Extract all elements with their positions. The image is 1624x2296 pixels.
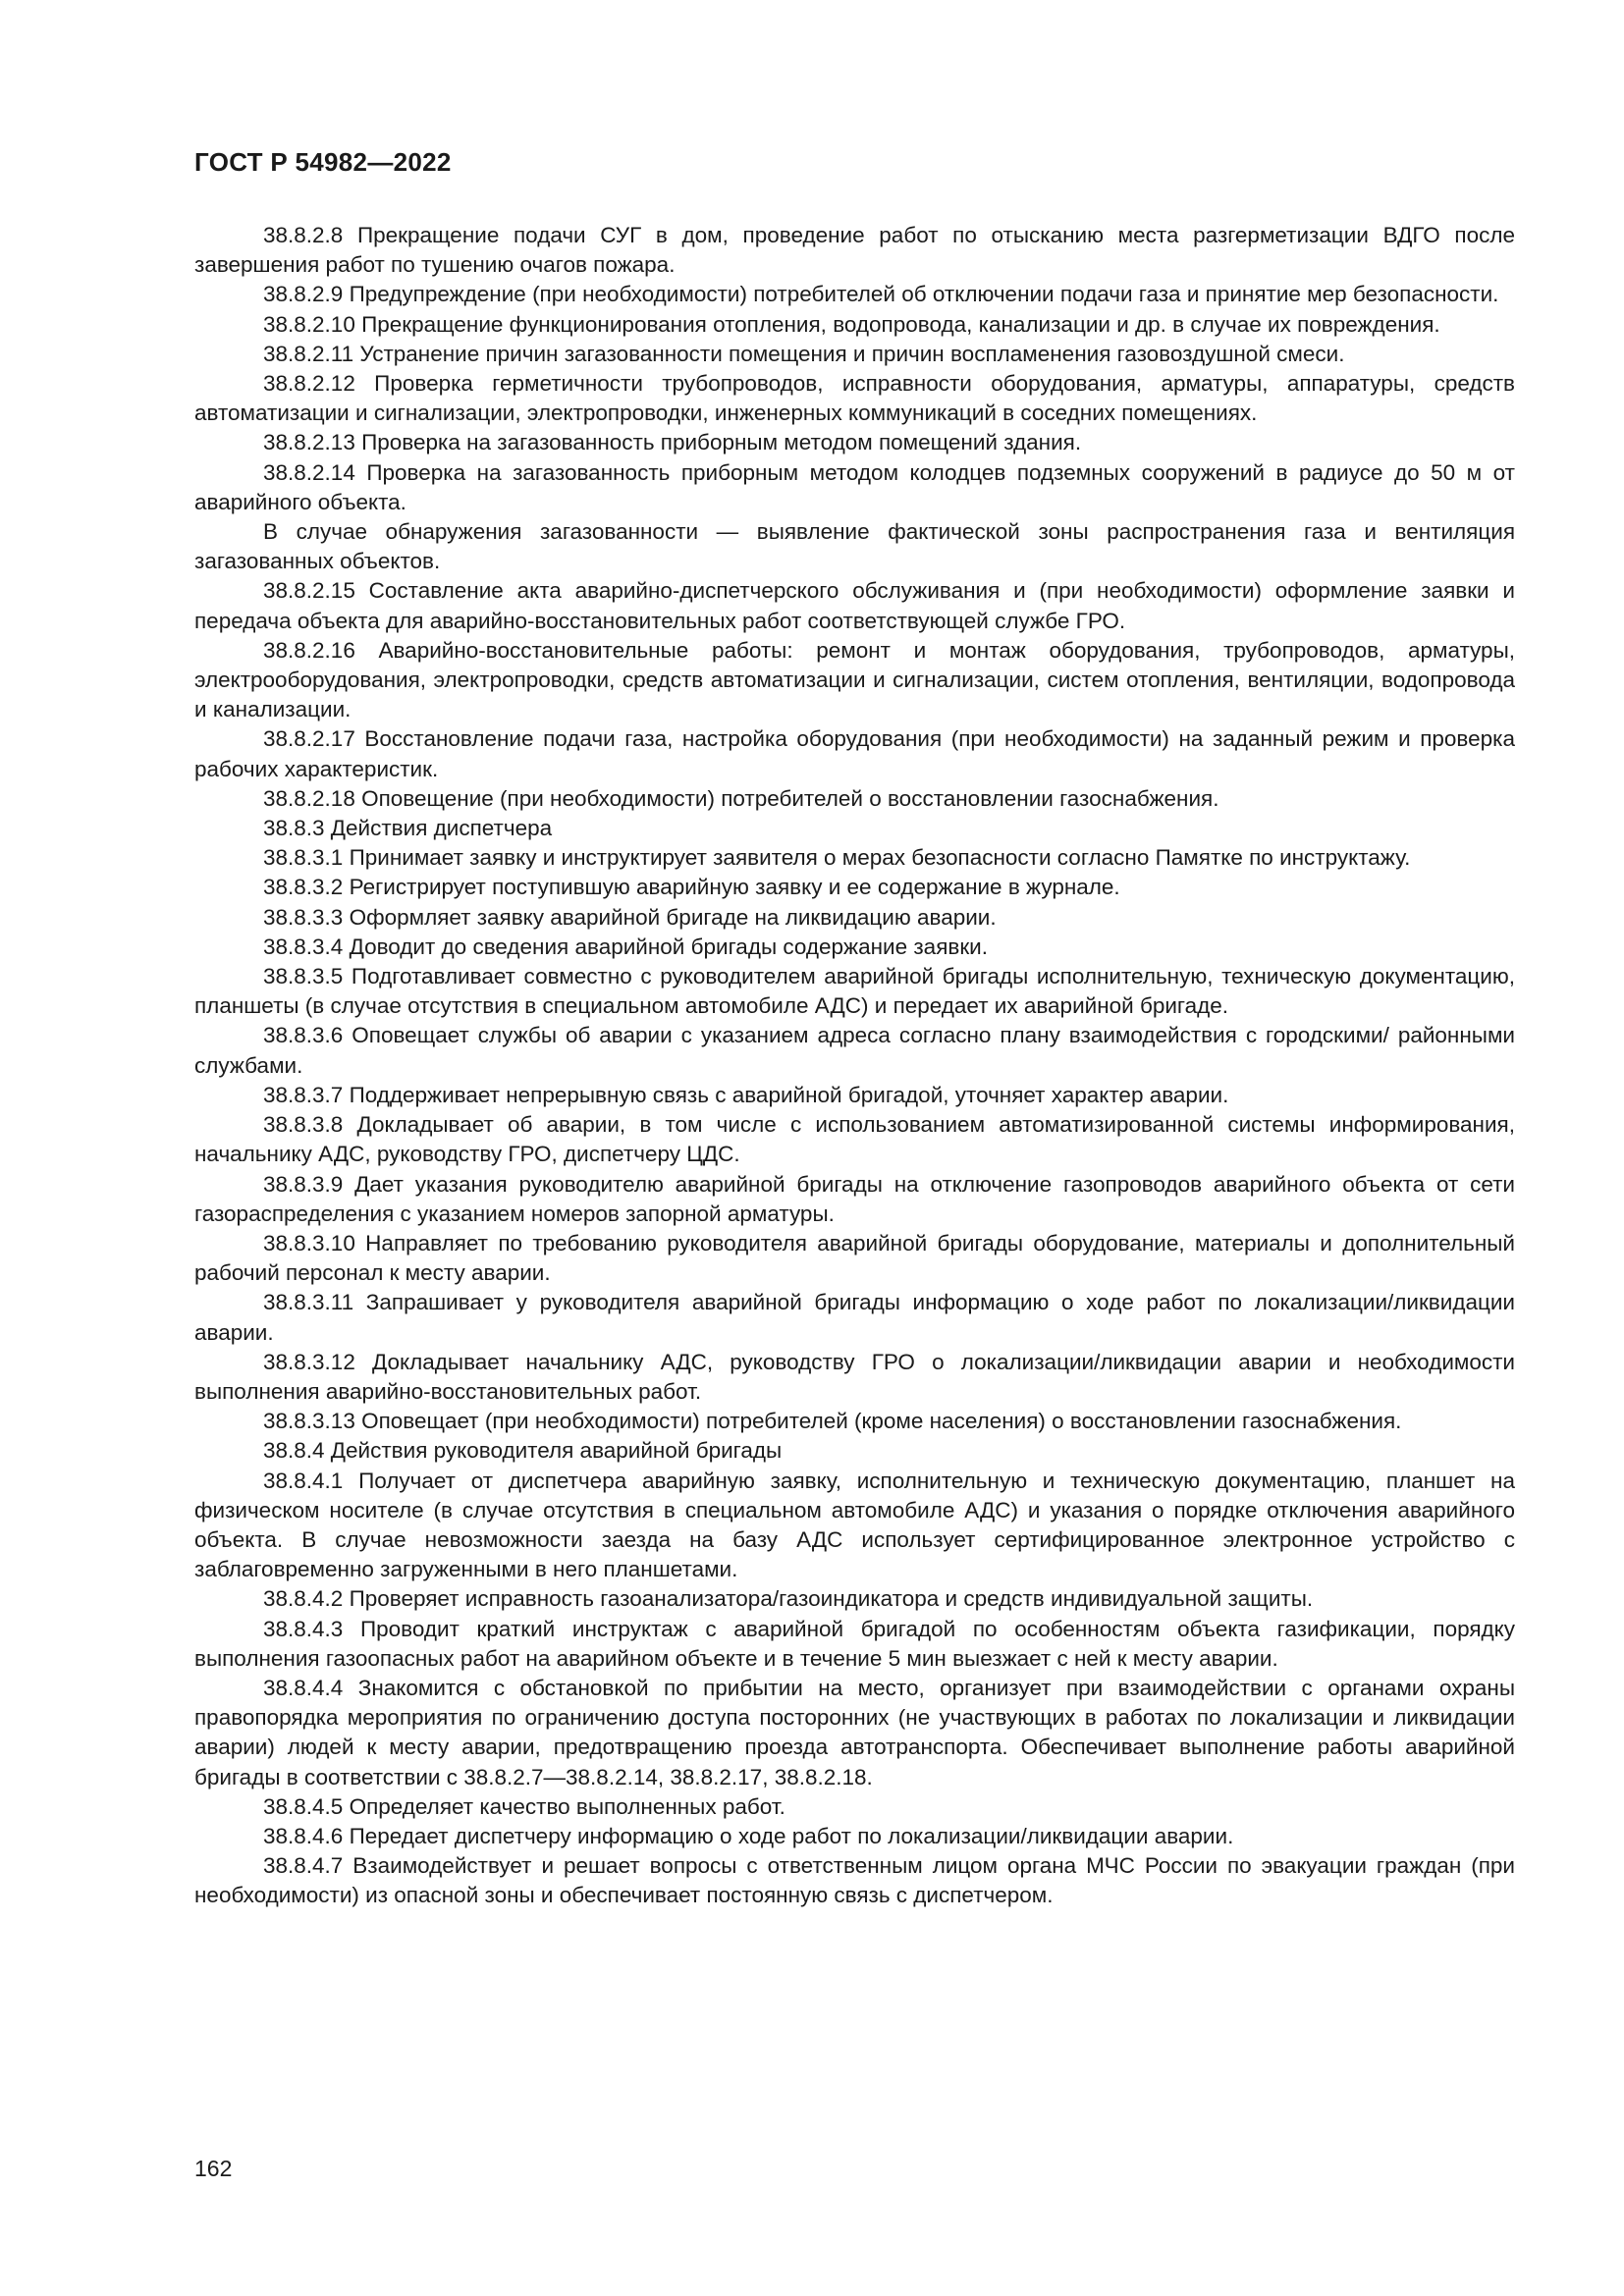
paragraph: 38.8.3.1 Принимает заявку и инструктирует заявителя о мерах безопасности согласно Памятке по инструктажу. — [263, 845, 1411, 871]
document-body — [194, 221, 1515, 1911]
paragraph: 38.8.2.18 Оповещение (при необходимости) потребителей о восстановлении газоснабжения. — [263, 785, 1219, 811]
paragraph: 38.8.2.8 Прекращение подачи СУГ в дом, проведение работ по отысканию места разгерметизации ВДГО после завершения работ по тушению очагов пожара. — [194, 223, 1515, 278]
paragraph: 38.8.2.16 Аварийно-восстановительные работы: ремонт и монтаж оборудования, трубопроводов, арматуры, электрооборудования, электропроводки, средств автоматизации и сигнализации, систем отопления, вентиляции, водопровода и канализации. — [194, 637, 1515, 722]
paragraph: 38.8.4.1 Получает от диспетчера аварийную заявку, исполнительную и техническую документацию, планшет на физическом носителе (в случае отсутствия в специальном автомобиле АДС) и указания о порядке отключения аварийного объекта. В случае невозможности заезда на базу АДС использует сертифицированное электронное устройство с заблаговременно загруженными в него планшетами. — [194, 1468, 1515, 1582]
paragraph: 38.8.2.17 Восстановление подачи газа, настройка оборудования (при необходимости) на заданный режим и проверка рабочих характеристик. — [194, 726, 1515, 781]
paragraph: 38.8.2.11 Устранение причин загазованности помещения и причин воспламенения газовоздушной смеси. — [263, 341, 1345, 366]
paragraph: 38.8.3.9 Дает указания руководителю аварийной бригады на отключение газопроводов аварийного объекта от сети газораспределения с указанием номеров запорной арматуры. — [194, 1171, 1515, 1226]
section-heading: 38.8.3 Действия диспетчера — [263, 816, 553, 841]
paragraph: В случае обнаружения загазованности — выявление фактической зоны распространения газа и вентиляция загазованных объектов. — [194, 519, 1515, 574]
paragraph: 38.8.4.7 Взаимодействует и решает вопросы с ответственным лицом органа МЧС России по эвакуации граждан (при необходимости) из опасной зоны и обеспечивает постоянную связь с диспетчером. — [194, 1853, 1515, 1908]
paragraph: 38.8.4.3 Проводит краткий инструктаж с аварийной бригадой по особенностям объекта газификации, порядку выполнения газоопасных работ на аварийном объекте и в течение 5 мин выезжает с ней к месту аварии. — [194, 1616, 1515, 1671]
paragraph: 38.8.4.6 Передает диспетчеру информацию о ходе работ по локализации/ликвидации аварии. — [263, 1823, 1234, 1848]
paragraph: 38.8.2.13 Проверка на загазованность приборным методом помещений здания. — [263, 430, 1082, 455]
paragraph: 38.8.2.12 Проверка герметичности трубопроводов, исправности оборудования, арматуры, аппаратуры, средств автоматизации и сигнализации, электропроводки, инженерных коммуникаций в соседних помещениях. — [194, 371, 1515, 426]
paragraph: 38.8.3.11 Запрашивает у руководителя аварийной бригады информацию о ходе работ по локализации/ликвидации аварии. — [194, 1290, 1515, 1345]
paragraph: 38.8.4.4 Знакомится с обстановкой по прибытии на место, организует при взаимодействии с органами охраны правопорядка мероприятия по ограничению доступа посторонних (не участвующих в работах по локализации и ликвидации аварии) людей к месту аварии, предотвращению проезда автотранспорта. Обеспечивает выполнение работы аварийной бригады в соответствии с 38.8.2.7—38.8.2.14, 38.8.2.17, 38.8.2.18. — [194, 1675, 1515, 1789]
paragraph: 38.8.3.13 Оповещает (при необходимости) потребителей (кроме населения) о восстановлении газоснабжения. — [263, 1409, 1402, 1434]
paragraph: 38.8.4.2 Проверяет исправность газоанализатора/газоиндикатора и средств индивидуальной защиты. — [263, 1586, 1314, 1612]
document-header: ГОСТ Р 54982—2022 — [194, 147, 452, 177]
paragraph: 38.8.3.2 Регистрирует поступившую аварийную заявку и ее содержание в журнале. — [263, 875, 1120, 900]
paragraph: 38.8.3.10 Направляет по требованию руководителя аварийной бригады оборудование, материалы и дополнительный рабочий персонал к месту аварии. — [194, 1230, 1515, 1286]
paragraph: 38.8.2.14 Проверка на загазованность приборным методом колодцев подземных сооружений в радиусе до 50 м от аварийного объекта. — [194, 459, 1515, 514]
paragraph: 38.8.3.5 Подготавливает совместно с руководителем аварийной бригады исполнительную, техническую документацию, планшеты (в случае отсутствия в специальном автомобиле АДС) и передает их аварийной бригаде. — [194, 964, 1515, 1019]
paragraph: 38.8.2.10 Прекращение функционирования отопления, водопровода, канализации и др. в случае их повреждения. — [263, 311, 1440, 337]
paragraph: 38.8.3.3 Оформляет заявку аварийной бригаде на ликвидацию аварии. — [263, 904, 997, 930]
paragraph: 38.8.3.12 Докладывает начальнику АДС, руководству ГРО о локализации/ликвидации аварии и необходимости выполнения аварийно-восстановительных работ. — [194, 1349, 1515, 1404]
page-number: 162 — [194, 2156, 233, 2181]
section-heading: 38.8.4 Действия руководителя аварийной бригады — [263, 1438, 783, 1464]
paragraph: 38.8.3.8 Докладывает об аварии, в том числе с использованием автоматизированной системы информирования, начальнику АДС, руководству ГРО, диспетчеру ЦДС. — [194, 1112, 1515, 1167]
paragraph: 38.8.3.7 Поддерживает непрерывную связь с аварийной бригадой, уточняет характер аварии. — [263, 1082, 1229, 1107]
paragraph: 38.8.4.5 Определяет качество выполненных работ. — [263, 1793, 785, 1819]
paragraph: 38.8.3.6 Оповещает службы об аварии с указанием адреса согласно плану взаимодействия с городскими/ районными службами. — [194, 1023, 1515, 1078]
paragraph: 38.8.2.9 Предупреждение (при необходимости) потребителей об отключении подачи газа и принятие мер безопасности. — [263, 282, 1499, 307]
paragraph: 38.8.2.15 Составление акта аварийно-диспетчерского обслуживания и (при необходимости) оформление заявки и передача объекта для аварийно-восстановительных работ соответствующей службе ГРО. — [194, 578, 1515, 633]
paragraph: 38.8.3.4 Доводит до сведения аварийной бригады содержание заявки. — [263, 934, 988, 959]
